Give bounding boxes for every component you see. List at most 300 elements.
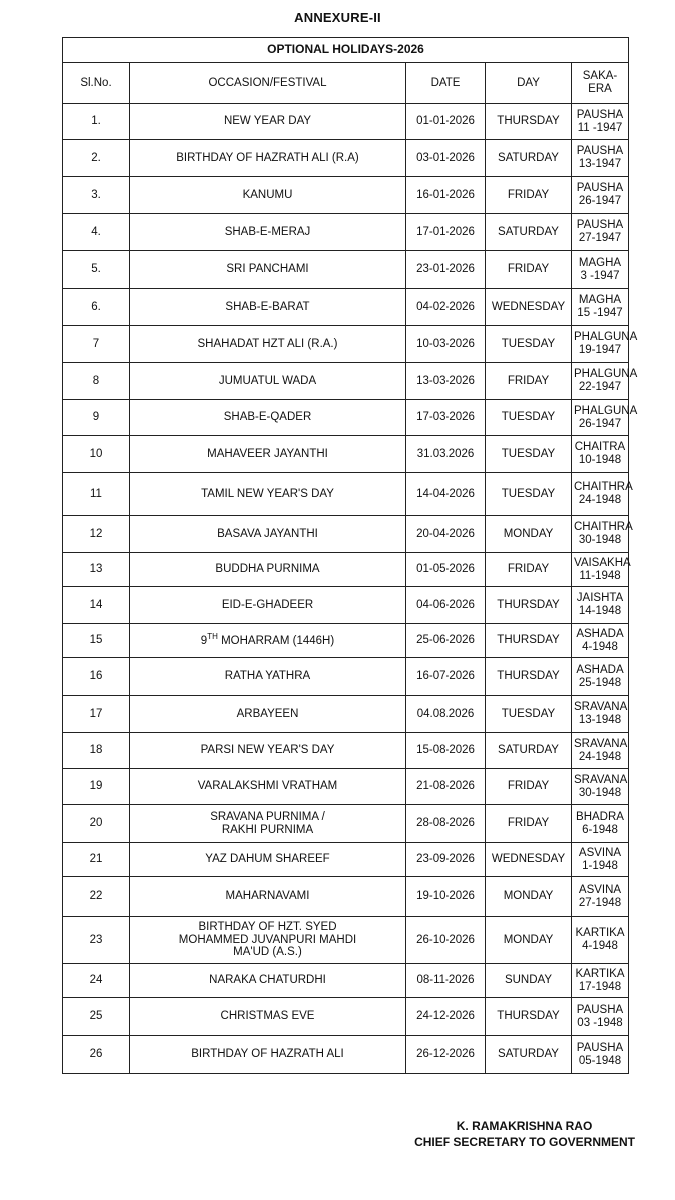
saka-date: 15 -1947 (577, 307, 623, 319)
saka-month: PAUSHA (576, 182, 624, 195)
table-row (63, 805, 629, 843)
cell-occasion (130, 473, 406, 516)
table-row (63, 587, 629, 624)
date-text: 16-07-2026 (416, 670, 475, 683)
slno-text: 20 (89, 817, 103, 830)
cell-occasion (130, 733, 406, 769)
cell-date (406, 624, 486, 658)
cell-slno (63, 516, 130, 553)
annexure-heading: ANNEXURE-II (294, 10, 381, 25)
slno-text: 5. (91, 263, 101, 276)
cell-date (406, 177, 486, 214)
occasion-text: BIRTHDAY OF HAZRATH ALI (191, 1048, 344, 1061)
cell-date (406, 140, 486, 177)
cell-occasion (130, 400, 406, 436)
day-text: SUNDAY (504, 974, 553, 987)
cell-saka-era (572, 177, 629, 214)
saka-date: 26-1947 (578, 195, 622, 207)
cell-day (486, 733, 572, 769)
cell-day (486, 251, 572, 289)
occasion-text: YAZ DAHUM SHAREEF (205, 853, 330, 866)
day-text: MONDAY (503, 527, 554, 540)
occasion-text: CHRISTMAS EVE (220, 1010, 315, 1023)
saka-date: 30-1948 (578, 534, 622, 546)
signatory-name: K. RAMAKRISHNA RAO (456, 1119, 593, 1133)
cell-occasion (130, 140, 406, 177)
cell-occasion (130, 553, 406, 587)
cell-day (486, 400, 572, 436)
date-text: 25-06-2026 (416, 634, 475, 647)
cell-saka-era (572, 400, 638, 436)
date-text: 13-03-2026 (416, 374, 475, 387)
cell-slno (63, 553, 130, 587)
date-text: 08-11-2026 (416, 974, 475, 987)
saka-month: PHALGUNA (574, 368, 638, 381)
cell-occasion (130, 436, 406, 473)
day-text: FRIDAY (507, 817, 550, 830)
saka-date: 14-1948 (578, 605, 622, 617)
table-row (63, 917, 629, 964)
cell-slno (63, 251, 130, 289)
column-header-slno: Sl.No. (63, 63, 130, 104)
saka-date: 27-1947 (578, 232, 622, 244)
date-text: 01-01-2026 (416, 115, 475, 128)
cell-date (406, 805, 486, 843)
cell-date (406, 658, 486, 696)
date-text: 10-03-2026 (416, 337, 475, 350)
date-text: 21-08-2026 (416, 780, 475, 793)
table-row (63, 363, 629, 400)
date-text: 28-08-2026 (416, 817, 475, 830)
slno-text: 16 (89, 670, 103, 683)
table-row (63, 473, 629, 516)
table-title: OPTIONAL HOLIDAYS-2026 (63, 38, 629, 63)
day-text: FRIDAY (507, 263, 550, 276)
saka-date: 10-1948 (578, 454, 622, 466)
cell-slno (63, 289, 130, 326)
occasion-text: BIRTHDAY OF HZT. SYED (198, 921, 337, 934)
saka-month: CHAITRA (574, 441, 626, 454)
cell-occasion (130, 251, 406, 289)
saka-month: KARTIKA (575, 967, 625, 980)
cell-occasion (130, 696, 406, 733)
cell-date (406, 917, 486, 964)
cell-day (486, 1036, 572, 1074)
cell-occasion (130, 805, 406, 843)
column-header-date: DATE (406, 63, 486, 104)
cell-saka-era (572, 363, 638, 400)
cell-saka-era (572, 1036, 629, 1074)
cell-saka-era (572, 140, 629, 177)
table-row (63, 733, 629, 769)
slno-text: 14 (89, 598, 103, 611)
slno-text: 2. (91, 151, 101, 164)
day-text: THURSDAY (497, 1010, 560, 1023)
date-text: 04-02-2026 (416, 300, 475, 313)
cell-occasion (130, 326, 406, 363)
saka-month: PHALGUNA (574, 331, 638, 344)
occasion-text: TAMIL NEW YEAR'S DAY (201, 487, 334, 500)
saka-date: 27-1948 (578, 896, 622, 909)
table-row (63, 696, 629, 733)
occasion-text-line2: RAKHI PURNIMA (221, 823, 314, 836)
occasion-text: RATHA YATHRA (224, 670, 311, 683)
cell-day (486, 473, 572, 516)
day-text: TUESDAY (501, 447, 556, 460)
cell-date (406, 733, 486, 769)
date-text: 03-01-2026 (416, 151, 475, 164)
cell-saka-era (572, 553, 629, 587)
day-text: SATURDAY (498, 151, 559, 164)
slno-text: 25 (89, 1010, 103, 1023)
table-row (63, 964, 629, 998)
cell-saka-era (572, 473, 633, 516)
slno-text: 12 (89, 527, 103, 540)
saka-date: 6-1948 (582, 823, 618, 836)
day-text: WEDNESDAY (491, 300, 566, 313)
slno-text: 22 (89, 890, 103, 903)
cell-day (486, 624, 572, 658)
occasion-text: NEW YEAR DAY (223, 115, 312, 128)
cell-date (406, 251, 486, 289)
saka-month: PAUSHA (576, 219, 624, 232)
occasion-text: SHAB-E-QADER (223, 411, 312, 424)
cell-slno (63, 964, 130, 998)
cell-slno (63, 1036, 130, 1074)
cell-date (406, 769, 486, 805)
saka-month: MAGHA (578, 256, 622, 269)
day-text: THURSDAY (497, 634, 560, 647)
column-header-saka-era: SAKA-ERA (572, 63, 629, 104)
cell-day (486, 289, 572, 326)
cell-date (406, 104, 486, 140)
cell-saka-era (572, 733, 629, 769)
saka-date: 4-1948 (582, 640, 618, 653)
occasion-superscript: TH (207, 632, 218, 642)
cell-occasion (130, 624, 406, 658)
cell-date (406, 436, 486, 473)
day-text: SATURDAY (498, 225, 559, 238)
cell-saka-era (572, 805, 629, 843)
saka-month: PAUSHA (576, 1003, 624, 1016)
cell-date (406, 473, 486, 516)
saka-date: 05-1948 (578, 1054, 622, 1067)
cell-saka-era (572, 917, 629, 964)
day-text: FRIDAY (507, 188, 550, 201)
cell-slno (63, 326, 130, 363)
cell-slno (63, 917, 130, 964)
occasion-text: BASAVA JAYANTHI (217, 527, 318, 540)
table-row (63, 553, 629, 587)
saka-month: VAISAKHA (574, 556, 631, 569)
cell-saka-era (572, 964, 629, 998)
header-row (63, 63, 629, 104)
signature-block (414, 1118, 635, 1150)
saka-date: 03 -1948 (577, 1016, 623, 1029)
slno-text: 13 (89, 563, 103, 576)
occasion-text: JUMUATUL WADA (218, 374, 317, 387)
cell-occasion (130, 363, 406, 400)
day-text: TUESDAY (501, 411, 556, 424)
saka-date: 22-1947 (578, 381, 622, 393)
slno-text: 11 (90, 487, 102, 500)
saka-month: PAUSHA (576, 145, 624, 158)
slno-text: 19 (89, 780, 103, 793)
saka-date: 19-1947 (578, 344, 622, 356)
signatory-title: CHIEF SECRETARY TO GOVERNMENT (414, 1135, 635, 1150)
table-row (63, 624, 629, 658)
saka-date: 11-1948 (579, 569, 621, 582)
table-row (63, 326, 629, 363)
slno-text: 17 (89, 707, 103, 720)
saka-month: PAUSHA (576, 1041, 624, 1054)
slno-text: 21 (89, 853, 103, 866)
cell-date (406, 964, 486, 998)
slno-text: 7 (92, 337, 100, 350)
cell-occasion (130, 917, 406, 964)
slno-text: 9 (92, 411, 100, 424)
cell-day (486, 587, 572, 624)
cell-day (486, 877, 572, 917)
date-text: 17-01-2026 (416, 225, 475, 238)
saka-month: ASVINA (578, 846, 622, 859)
table-row (63, 998, 629, 1036)
cell-slno (63, 104, 130, 140)
occasion-text: EID-E-GHADEER (221, 598, 314, 611)
table-row (63, 877, 629, 917)
saka-month: BHADRA (576, 810, 624, 823)
slno-text: 3. (91, 188, 101, 201)
occasion-text: SHAHADAT HZT ALI (R.A.) (197, 337, 338, 350)
cell-date (406, 289, 486, 326)
cell-day (486, 998, 572, 1036)
cell-saka-era (572, 326, 638, 363)
cell-slno (63, 769, 130, 805)
cell-saka-era (572, 998, 629, 1036)
table-row (63, 400, 629, 436)
cell-occasion (130, 516, 406, 553)
cell-saka-era (572, 877, 629, 917)
cell-date (406, 363, 486, 400)
slno-text: 10 (89, 447, 103, 460)
date-text: 23-01-2026 (416, 263, 475, 276)
day-text: TUESDAY (501, 337, 556, 350)
day-text: WEDNESDAY (491, 853, 566, 866)
occasion-text: SRAVANA PURNIMA / (210, 810, 325, 823)
cell-day (486, 516, 572, 553)
occasion-text-line3: MA'UD (A.S.) (233, 946, 302, 959)
cell-day (486, 553, 572, 587)
cell-occasion (130, 214, 406, 251)
cell-date (406, 1036, 486, 1074)
cell-slno (63, 140, 130, 177)
cell-slno (63, 363, 130, 400)
date-text: 01-05-2026 (416, 563, 475, 576)
date-text: 16-01-2026 (416, 188, 475, 201)
table-row (63, 436, 629, 473)
slno-text: 4. (91, 225, 101, 238)
cell-day (486, 140, 572, 177)
occasion-text: KANUMU (242, 188, 293, 201)
cell-day (486, 177, 572, 214)
cell-day (486, 917, 572, 964)
cell-occasion (130, 104, 406, 140)
cell-slno (63, 658, 130, 696)
occasion-text: PARSI NEW YEAR'S DAY (200, 744, 335, 757)
cell-occasion (130, 658, 406, 696)
table-row (63, 214, 629, 251)
date-text: 31.03.2026 (416, 447, 475, 460)
cell-slno (63, 624, 130, 658)
day-text: SATURDAY (498, 744, 559, 757)
saka-month: PHALGUNA (574, 404, 638, 417)
cell-date (406, 587, 486, 624)
saka-month: KARTIKA (575, 927, 625, 940)
day-text: TUESDAY (501, 707, 556, 720)
occasion-text-line2: MOHAMMED JUVANPURI MAHDI (178, 933, 357, 946)
cell-day (486, 769, 572, 805)
cell-occasion (130, 998, 406, 1036)
cell-slno (63, 400, 130, 436)
cell-day (486, 843, 572, 877)
cell-slno (63, 473, 130, 516)
day-text: MONDAY (503, 890, 554, 903)
saka-date: 30-1948 (578, 786, 622, 799)
saka-month: SRAVANA (574, 701, 628, 714)
occasion-text: BUDDHA PURNIMA (215, 563, 320, 576)
table-row (63, 177, 629, 214)
cell-saka-era (572, 251, 629, 289)
table-row (63, 769, 629, 805)
cell-date (406, 516, 486, 553)
cell-date (406, 553, 486, 587)
cell-saka-era (572, 624, 629, 658)
cell-date (406, 696, 486, 733)
occasion-text: SRI PANCHAMI (226, 263, 309, 276)
date-text: 17-03-2026 (416, 411, 475, 424)
slno-text: 6. (91, 300, 101, 313)
occasion-text: SHAB-E-BARAT (225, 300, 310, 313)
cell-occasion (130, 1036, 406, 1074)
saka-month: CHAITHRA (574, 481, 633, 494)
date-text: 23-09-2026 (416, 853, 475, 866)
day-text: FRIDAY (507, 563, 550, 576)
cell-occasion (130, 843, 406, 877)
saka-month: JAISHTA (576, 592, 624, 605)
cell-day (486, 658, 572, 696)
table-row (63, 251, 629, 289)
cell-slno (63, 214, 130, 251)
day-text: THURSDAY (497, 115, 560, 128)
cell-day (486, 436, 572, 473)
day-text: THURSDAY (497, 670, 560, 683)
table-row (63, 843, 629, 877)
day-text: FRIDAY (507, 374, 550, 387)
day-text: THURSDAY (497, 598, 560, 611)
table-row (63, 289, 629, 326)
cell-saka-era (572, 289, 629, 326)
date-text: 15-08-2026 (416, 744, 475, 757)
cell-saka-era (572, 516, 633, 553)
cell-slno (63, 843, 130, 877)
occasion-text: BIRTHDAY OF HAZRATH ALI (R.A) (176, 151, 359, 164)
cell-occasion (130, 769, 406, 805)
occasion-text: ARBAYEEN (236, 707, 299, 720)
cell-day (486, 363, 572, 400)
saka-date: 24-1948 (578, 750, 622, 763)
date-text: 04.08.2026 (416, 707, 475, 720)
cell-saka-era (572, 696, 629, 733)
saka-month: MAGHA (578, 294, 622, 307)
cell-saka-era (572, 843, 629, 877)
cell-day (486, 214, 572, 251)
saka-date: 13-1947 (578, 158, 622, 170)
cell-slno (63, 998, 130, 1036)
cell-occasion (130, 877, 406, 917)
saka-month: SRAVANA (574, 737, 628, 750)
saka-date: 17-1948 (578, 980, 622, 993)
date-text: 14-04-2026 (416, 487, 475, 500)
cell-occasion (130, 587, 406, 624)
occasion-text: MAHARNAVAMI (225, 890, 310, 903)
cell-saka-era (572, 587, 629, 624)
table-row (63, 516, 629, 553)
cell-slno (63, 877, 130, 917)
cell-occasion (130, 289, 406, 326)
cell-saka-era (572, 769, 629, 805)
cell-day (486, 104, 572, 140)
date-text: 24-12-2026 (416, 1010, 475, 1023)
occasion-text: VARALAKSHMI VRATHAM (197, 780, 338, 793)
slno-text: 23 (89, 933, 103, 946)
saka-date: 26-1947 (578, 417, 622, 430)
cell-date (406, 214, 486, 251)
saka-month: SRAVANA (574, 773, 628, 786)
slno-text: 15 (89, 634, 103, 647)
slno-text: 8 (92, 374, 100, 387)
date-text: 04-06-2026 (416, 598, 475, 611)
day-text: FRIDAY (507, 780, 550, 793)
cell-slno (63, 587, 130, 624)
cell-date (406, 998, 486, 1036)
cell-day (486, 964, 572, 998)
cell-occasion (130, 177, 406, 214)
column-header-occasion: OCCASION/FESTIVAL (130, 63, 406, 104)
table-row (63, 658, 629, 696)
saka-month: ASHADA (576, 663, 624, 676)
cell-saka-era (572, 658, 629, 696)
cell-slno (63, 177, 130, 214)
day-text: SATURDAY (498, 1048, 559, 1061)
cell-day (486, 326, 572, 363)
cell-saka-era (572, 214, 629, 251)
slno-text: 24 (89, 974, 103, 987)
saka-month: ASVINA (578, 883, 622, 896)
saka-month: PAUSHA (576, 108, 624, 121)
saka-month: ASHADA (576, 627, 624, 640)
cell-date (406, 877, 486, 917)
column-header-day: DAY (486, 63, 572, 104)
cell-day (486, 805, 572, 843)
occasion-text: MAHAVEER JAYANTHI (207, 447, 328, 460)
cell-saka-era (572, 436, 629, 473)
occasion-text: SHAB-E-MERAJ (224, 225, 311, 238)
saka-date: 13-1948 (578, 714, 622, 726)
saka-date: 11 -1947 (577, 121, 623, 134)
cell-date (406, 326, 486, 363)
slno-text: 18 (89, 744, 103, 757)
slno-text: 1. (91, 115, 101, 128)
